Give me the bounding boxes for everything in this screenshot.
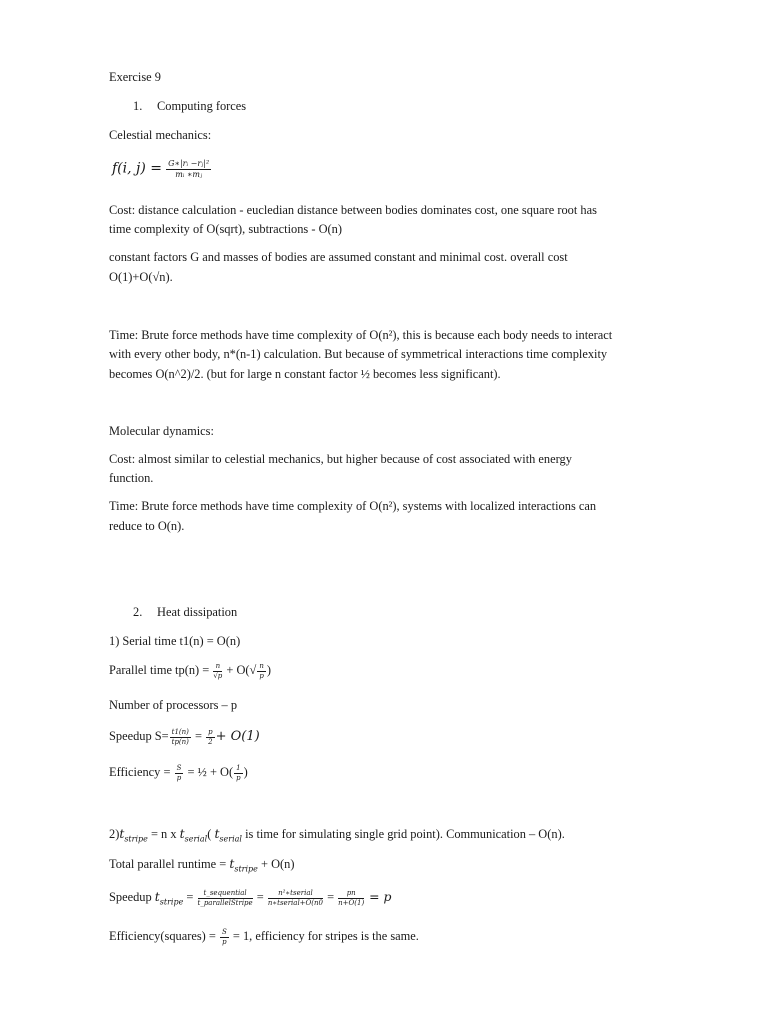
- sp2-fraction-2: [268, 890, 323, 907]
- cost2-line2: O(1)+O(√n).: [109, 270, 173, 284]
- section-2-heading: Heat dissipation: [157, 605, 238, 619]
- sp2-t: t: [154, 889, 160, 904]
- formula-numerator: G∗|rᵢ −rⱼ|²: [168, 159, 210, 168]
- sp2-f3-num: pn: [338, 890, 364, 899]
- sp2-f3-den: n+O(1): [338, 898, 365, 907]
- eff-f2-num: 1: [236, 763, 241, 772]
- speedup-prefix: Speedup S=: [109, 729, 169, 743]
- total-prefix: Total parallel runtime =: [109, 857, 230, 871]
- parallel-time: [109, 662, 271, 680]
- celestial-label: Celestial mechanics:: [109, 128, 212, 142]
- parallel-prefix: Parallel time tp(n) =: [109, 663, 210, 677]
- cost1-line2: time complexity of O(sqrt), subtractions - O(n): [109, 222, 342, 236]
- stripe-t: t: [119, 826, 125, 841]
- eff2-prefix: Efficiency(squares) =: [109, 929, 216, 943]
- eff2-end: = 1, efficiency for stripes is the same.: [229, 929, 419, 943]
- speedup: [109, 728, 260, 746]
- speedup-f1-num: t1(n): [171, 727, 189, 736]
- sp2-f2-num: n²∗tserial: [268, 890, 323, 899]
- parallel-fraction-1: [213, 663, 222, 680]
- parallel-f1-num: n: [213, 663, 222, 672]
- eff-prefix: Efficiency =: [109, 765, 171, 779]
- mcost-line2: function.: [109, 471, 154, 485]
- sp2-fraction-3: [338, 890, 364, 907]
- molecular-label: Molecular dynamics:: [109, 424, 214, 438]
- eff-f2-den: p: [236, 773, 241, 782]
- stripe-t3: t: [214, 826, 220, 841]
- stripe-line: [109, 826, 565, 847]
- parallel-f2-den: p: [259, 671, 264, 680]
- parallel-end: ): [266, 663, 272, 677]
- stripe-prefix: 2): [109, 827, 120, 841]
- sp2-eq2: =: [253, 890, 267, 904]
- total-sub: stripe: [234, 864, 258, 874]
- stripe-rest: is time for simulating single grid point). Communication – O(n).: [241, 827, 565, 841]
- stripe-sub2: serial: [184, 834, 208, 844]
- section-2-number: 2.: [133, 605, 143, 619]
- mtime-line1: Time: Brute force methods have time complexity of O(n²), systems with localized interactions can: [109, 499, 597, 513]
- stripe-t2: t: [179, 826, 185, 841]
- mcost-line1: Cost: almost similar to celestial mechanics, but higher because of cost associated with energy: [109, 452, 572, 466]
- speedup-end: + O(1): [215, 729, 260, 744]
- mtime-line2: reduce to O(n).: [109, 519, 185, 533]
- stripe-sub: stripe: [124, 834, 148, 844]
- force-formula: [112, 160, 212, 179]
- sp2-prefix: Speedup: [109, 890, 155, 904]
- formula-lhs: f(i, j) =: [112, 160, 163, 177]
- total-end: + O(n): [257, 857, 295, 871]
- formula-denominator: mᵢ ∗mⱼ: [175, 170, 203, 179]
- processors: Number of processors – p: [109, 698, 238, 712]
- parallel-mid: + O(√: [223, 663, 257, 677]
- formula-fraction: [166, 160, 211, 179]
- eff2-f-num: S: [221, 927, 227, 936]
- parallel-f1-den: √p: [213, 671, 223, 680]
- eff-mid: = ½ + O(: [184, 765, 234, 779]
- efficiency-squares: [109, 928, 419, 946]
- eff-end: ): [243, 765, 248, 779]
- sp2-sub: stripe: [159, 897, 184, 907]
- cost1-line1: Cost: distance calculation - eucledian distance between bodies dominates cost, one square root has: [109, 203, 597, 217]
- time1-line2: with every other body, n*(n-1) calculation. But because of symmetrical interactions time complexity: [109, 347, 608, 361]
- speedup-fraction-1: [170, 729, 191, 746]
- sp2-f2-den: n∗tserial+O(n0: [267, 898, 323, 907]
- sp2-fraction-1: [198, 890, 253, 907]
- parallel-fraction-2: [257, 663, 266, 680]
- eff2-fraction: [220, 929, 229, 946]
- sp2-eq3: =: [323, 890, 338, 904]
- parallel-f2-num: n: [259, 661, 264, 670]
- eff2-f-den: p: [222, 937, 227, 946]
- serial-time: 1) Serial time t1(n) = O(n): [109, 634, 241, 648]
- speedup-f2-num: p: [208, 727, 213, 736]
- cost2-line1: constant factors G and masses of bodies are assumed constant and minimal cost. overall cost: [109, 250, 568, 264]
- eff-f1-den: p: [176, 773, 182, 782]
- eff-fraction-1: [175, 765, 184, 782]
- speedup-f1-den: tp(n): [171, 737, 189, 746]
- speedup-eq: =: [191, 729, 206, 743]
- total-runtime: [109, 856, 295, 877]
- eff-f1-num: S: [176, 763, 182, 772]
- speedup-fraction-2: [206, 729, 214, 746]
- eff-fraction-2: [234, 765, 242, 782]
- stripe-mid: = n x: [147, 827, 180, 841]
- time1-line3: becomes O(n^2)/2. (but for large n constant factor ½ becomes less significant).: [109, 367, 501, 381]
- stripe-paren: (: [207, 827, 215, 841]
- time1-line1: Time: Brute force methods have time complexity of O(n²), this is because each body needs to interact: [109, 328, 613, 342]
- speedup-f2-den: 2: [208, 737, 213, 746]
- sp2-eq1: =: [183, 890, 197, 904]
- sp2-end: = p: [365, 889, 392, 904]
- stripe-sub3: serial: [219, 834, 242, 844]
- efficiency: [109, 764, 248, 782]
- speedup-stripe: [109, 889, 391, 910]
- exercise-title: Exercise 9: [109, 70, 161, 84]
- total-t: t: [229, 856, 235, 871]
- section-1-heading: Computing forces: [157, 99, 247, 113]
- sp2-f1-num: t_sequential: [198, 890, 253, 899]
- section-1-number: 1.: [133, 99, 143, 113]
- sp2-f1-den: t_parallelStripe: [197, 898, 253, 907]
